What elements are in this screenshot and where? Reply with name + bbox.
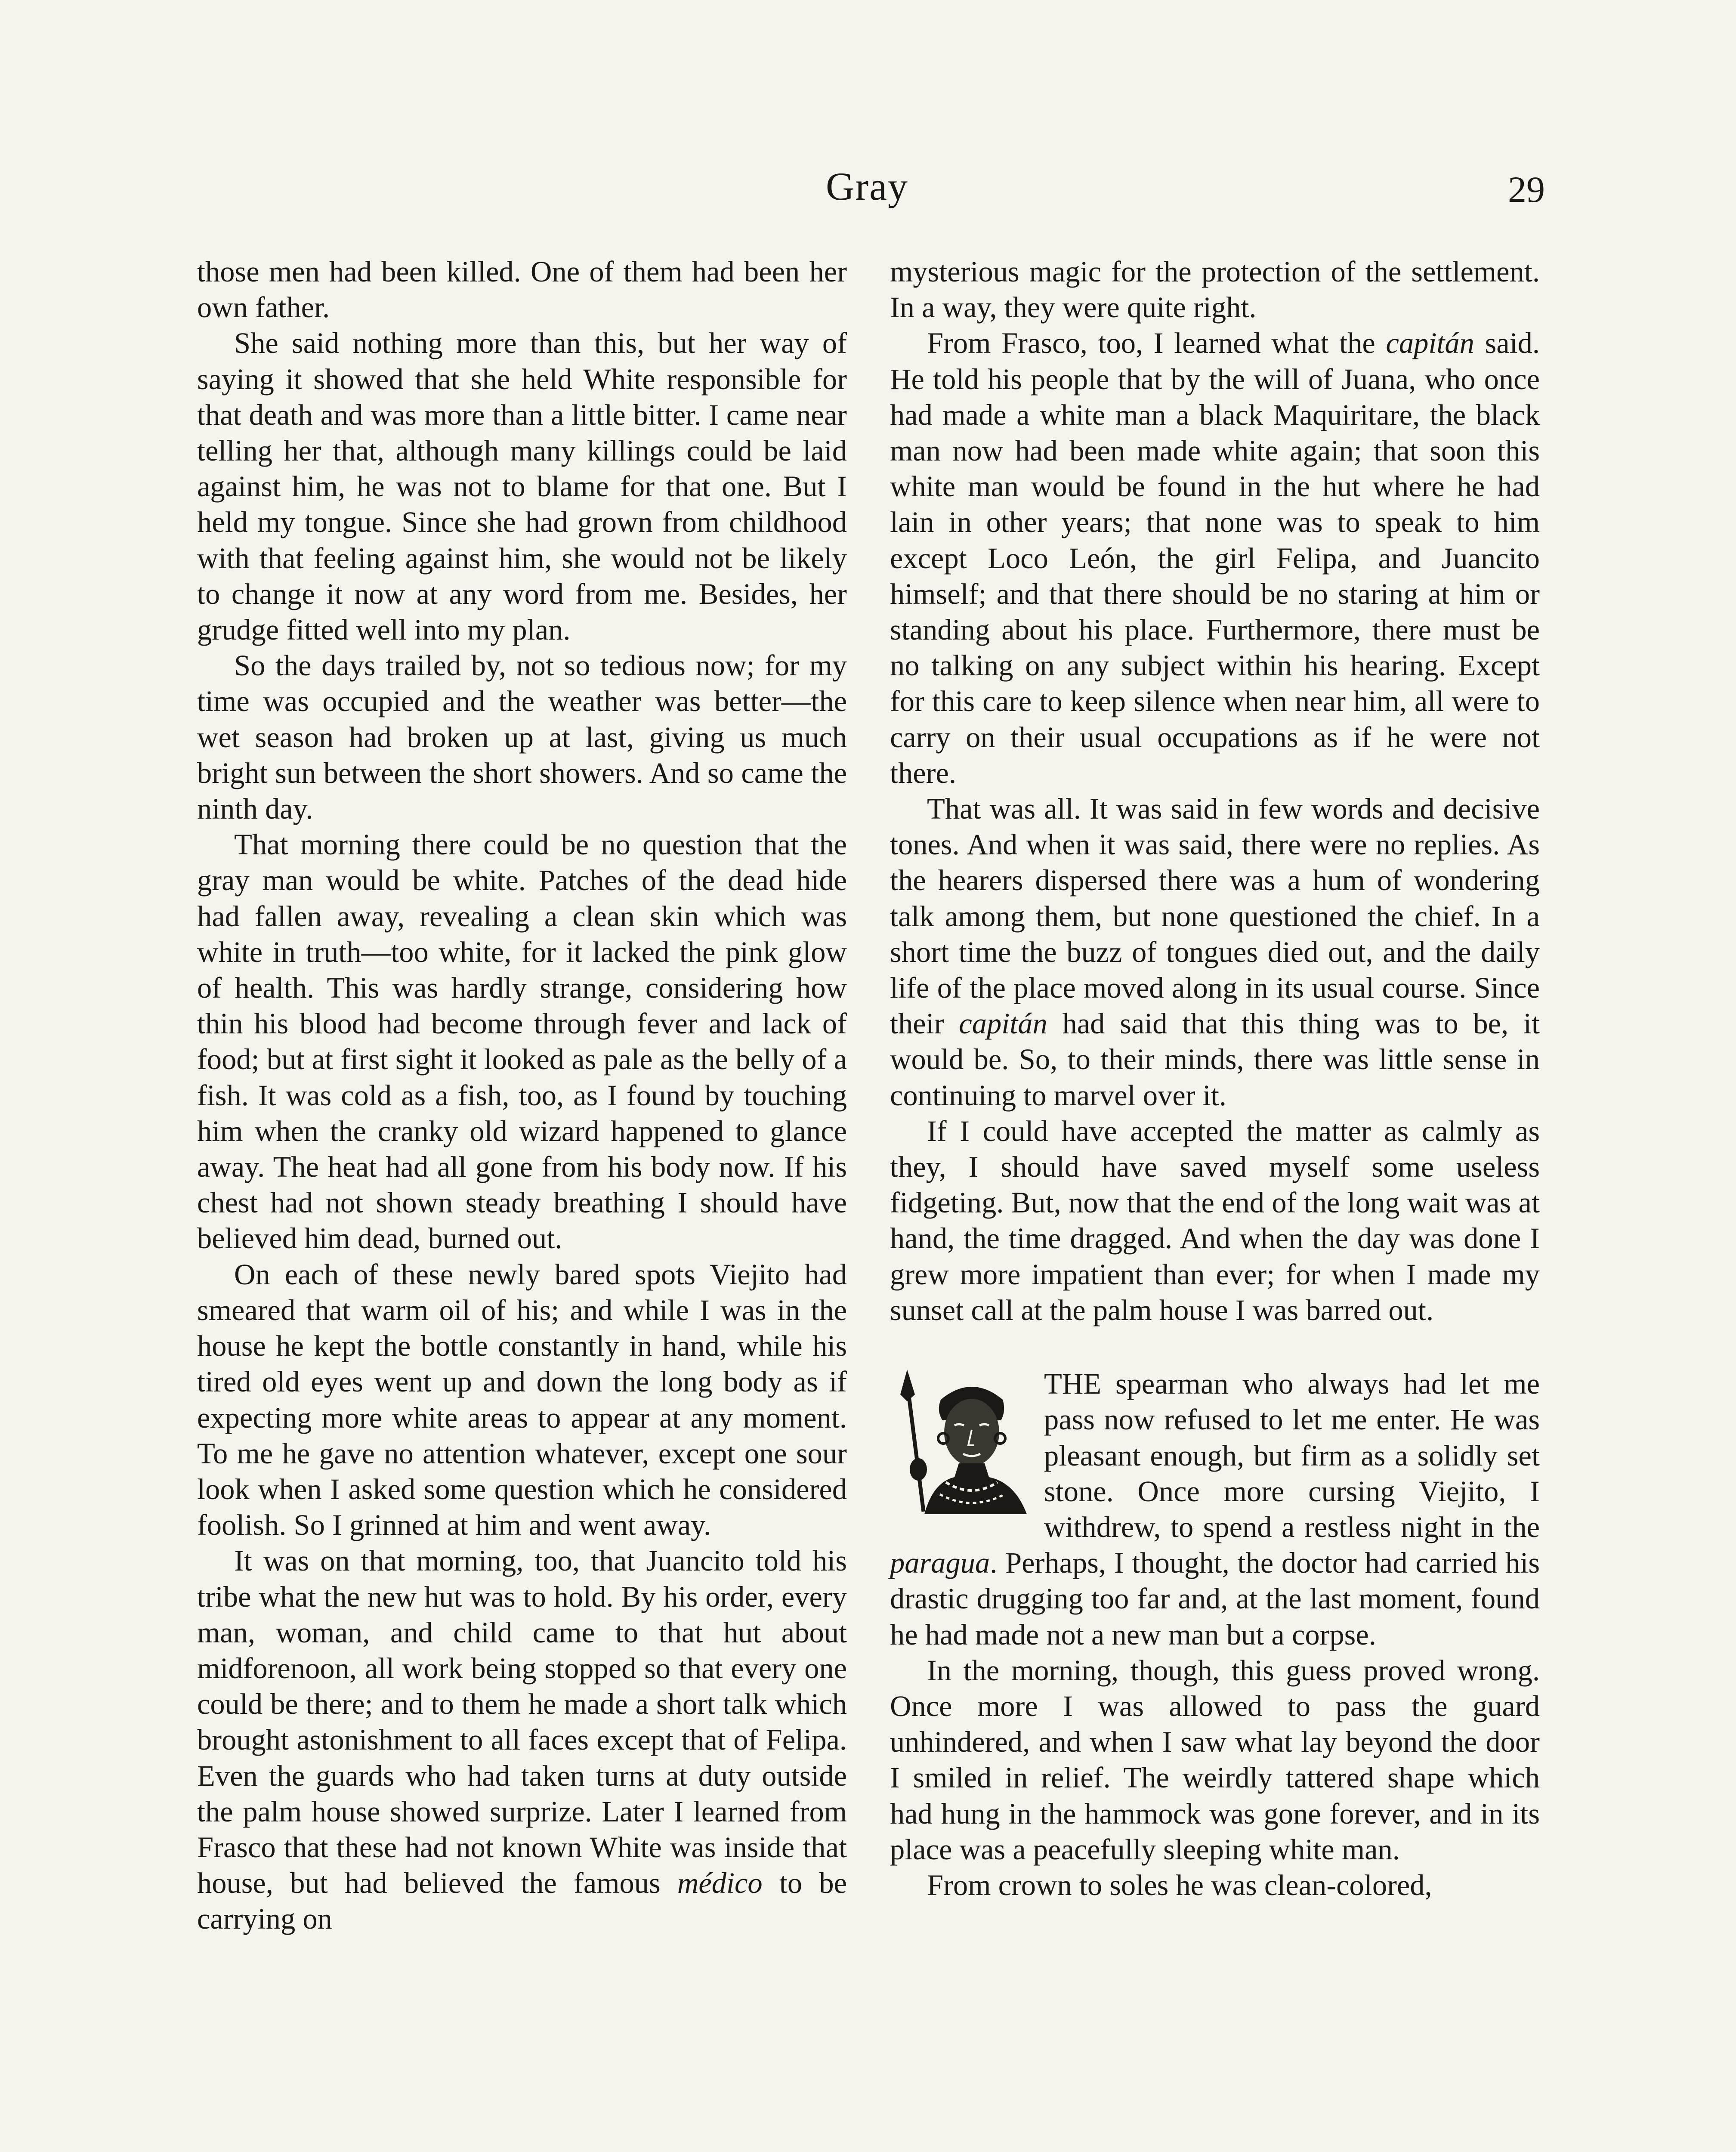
paragraph: those men had been killed. One of them had been her own father. xyxy=(197,255,847,324)
paragraph: That morning there could be no question that the gray man would be white. Patches of the dead hide had fallen away, revealing a clean skin which was white in truth—too white, for it lacked the pink glow of health. This was hardly strange, considering how thin his blood had become through fever and lack of food; but at first sight it looked as pale as the belly of a fish. It was cold as a fish, too, as I found by touching him when the cranky old wizard happened to glance away. The heat had all gone from his body now. If his chest had not shown steady breathing I should have believed him dead, burned out. xyxy=(197,828,847,1255)
running-title: Gray xyxy=(826,164,908,208)
paragraph: In the morning, though, this guess proved wrong. Once more I was allowed to pass the guard unhindered, and when I saw what lay beyond the door I smiled in relief. The weirdly tattered shape which had hung in the hammock was gone forever, and in its place was a peacefully sleeping white man. xyxy=(890,1654,1540,1866)
paragraph: From crown to soles he was clean-colored, xyxy=(927,1868,1432,1902)
paragraph: From Frasco, too, I learned what the capitán said. He told his people that by the will of Juana, who once had made a white man a black Maquiritare, the black man now had been made white again; that soon this white man would be found in the hut where he had lain in other years; that none was to speak to him except Loco León, the girl Felipa, and Juancito himself; and that there should be no staring at him or standing about his place. Furthermore, there must be no talking on any subject within his hearing. Except for this care to keep silence when near him, all were to carry on their usual occupations as if he were not there. xyxy=(890,327,1540,789)
italic-term: capitán xyxy=(959,1007,1047,1040)
paragraph: So the days trailed by, not so tedious now; for my time was occupied and the weather was better—the wet season had broken up at last, giving us much bright sun between the short showers. And so came the ninth day. xyxy=(197,649,847,826)
paragraph: It was on that morning, too, that Juancito told his tribe what the new hut was to hold. By his order, every man, woman, and child came to that hut about midforenoon, all work being stopped so that every one could be there; and to them he made a short talk which brought astonishment to all faces except that of Felipa. Even the guards who had taken turns at duty outside the palm house showed surprize. Later I learned from Frasco that these had not known White was inside that house, but had believed the famous médico to be carrying on xyxy=(197,1544,847,1936)
paragraph: That was all. It was said in few words and decisive tones. And when it was said, there were no replies. As the hearers dispersed there was a hum of wondering talk among them, but none questioned the chief. In a short time the buzz of tongues died out, and the daily life of the place moved along in its usual course. Since their capitán had said that this thing was to be, it would be. So, to their minds, there was little sense in continuing to marvel over it. xyxy=(890,792,1540,1112)
section-opening-paragraph: THE spearman who always had let me pass now refused to let me enter. He was pleasant enough, but firm as a solidly set stone. Once more cursing Viejito, I withdrew, to spend a restless night in the paragua. Perhaps, I thought, the doctor had carried his drastic drugging too far and, at the last moment, found he had made not a new man but a corpse. xyxy=(890,1367,1540,1651)
italic-term: capitán xyxy=(1386,327,1474,360)
spearman-portrait-icon xyxy=(890,1370,1036,1514)
paragraph: mysterious magic for the protection of the settlement. In a way, they were quite right. xyxy=(890,255,1540,324)
italic-term: paragua xyxy=(890,1546,990,1580)
paragraph: On each of these newly bared spots Viejito had smeared that warm oil of his; and while I was in the house he kept the bottle constantly in hand, while his tired old eyes went up and down the long body as if expecting more white areas to appear at any moment. To me he gave no attention whatever, except one sour look when I asked some question which he considered foolish. So I grinned at him and went away. xyxy=(197,1258,847,1542)
page-number: 29 xyxy=(1508,169,1545,210)
paragraph: She said nothing more than this, but her way of saying it showed that she held White responsible for that death and was more than a little bitter. I came near telling her that, although many killings could be laid against him, he was not to blame for that one. But I held my tongue. Since she had grown from childhood with that feeling against him, she would not be likely to change it now at any word from me. Besides, her grudge fitted well into my plan. xyxy=(197,327,847,646)
right-column xyxy=(890,254,1540,1903)
paragraph: If I could have accepted the matter as calmly as they, I should have saved myself some useless fidgeting. But, now that the end of the long wait was at hand, the time dragged. And when the day was done I grew more impatient than ever; for when I made my sunset call at the palm house I was barred out. xyxy=(890,1114,1540,1326)
running-head xyxy=(0,164,1736,211)
left-column xyxy=(197,254,847,1937)
italic-term: médico xyxy=(677,1867,763,1900)
